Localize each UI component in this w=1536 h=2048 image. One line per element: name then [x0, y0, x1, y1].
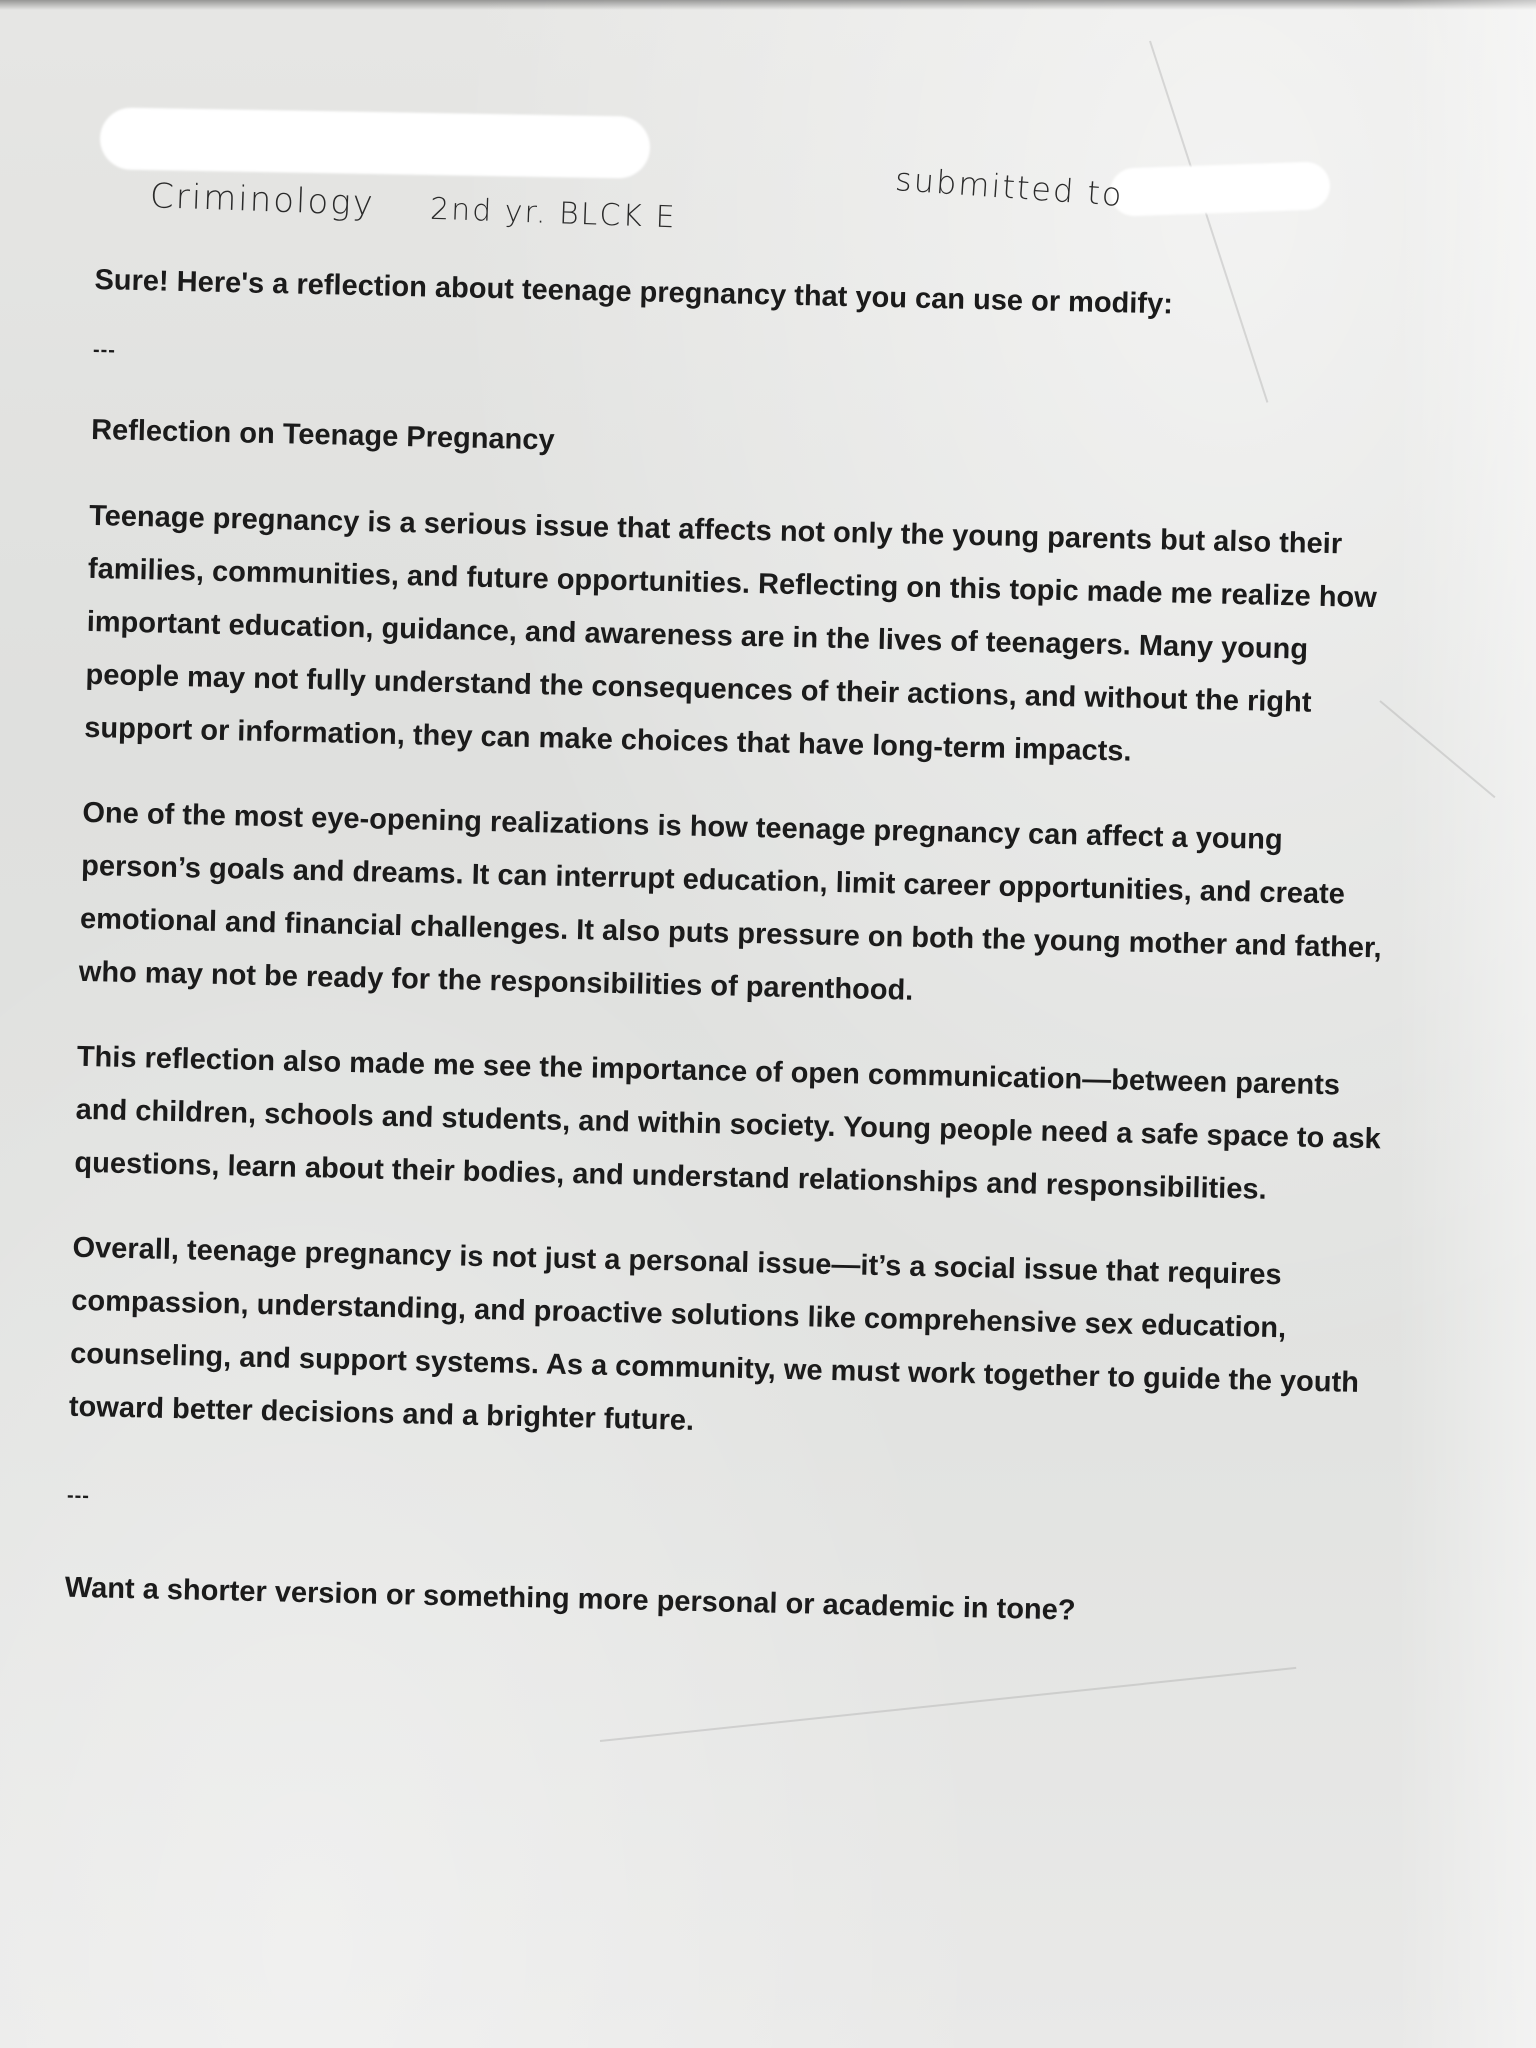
intro-line: Sure! Here's a reflection about teenage pregnancy that you can use or modify:: [94, 263, 1174, 321]
paragraph-3: This reflection also made me see the importance of open communication—between parents and children, schools and students, and within society. Young people need a safe space to ask questions, learn about their bodies, and understand relationships and responsibilities.: [74, 1040, 1382, 1206]
paper-top-edge: [0, 0, 1536, 10]
paper-crease: [600, 1667, 1296, 1742]
handwritten-course: Criminology: [149, 176, 376, 224]
paragraph-1: Teenage pregnancy is a serious issue that affects not only the young parents but also their families, communities, and future opportunities. Reflecting on this topic made me realize how important education, guidance, and awareness are in the lives of teenagers. Many young people may not fully understand the consequences of their actions, and without the right support or information, they can make choices that have long-term impacts.: [84, 499, 1378, 768]
handwritten-year-block: 2nd yr. BLCK E: [429, 191, 678, 236]
document-body: [64, 260, 1424, 1638]
paragraph-2: One of the most eye-opening realizations is how teenage pregnancy can affect a young person’s goals and dreams. It can interrupt education, limit career opportunities, and create emotional and financial challenges. It also puts pressure on both the young mother and father, who may not be ready for the responsibilities of parenthood.: [78, 796, 1383, 1007]
divider-bottom: ---: [66, 1484, 91, 1508]
reflection-title: Reflection on Teenage Pregnancy: [90, 413, 555, 457]
teacher-redaction: [1109, 161, 1331, 217]
divider-top: ---: [92, 338, 117, 362]
closing-question: Want a shorter version or something more personal or academic in tone?: [64, 1571, 1076, 1627]
paragraph-4: Overall, teenage pregnancy is not just a personal issue—it’s a social issue that requires compassion, understanding, and proactive solutions like comprehensive sex education, counseling, and support systems. As a community, we must work together to guide the youth toward better decisions and a brighter future.: [68, 1231, 1360, 1437]
handwritten-submitted-to: submitted to: [893, 160, 1125, 214]
name-redaction: [100, 107, 651, 179]
